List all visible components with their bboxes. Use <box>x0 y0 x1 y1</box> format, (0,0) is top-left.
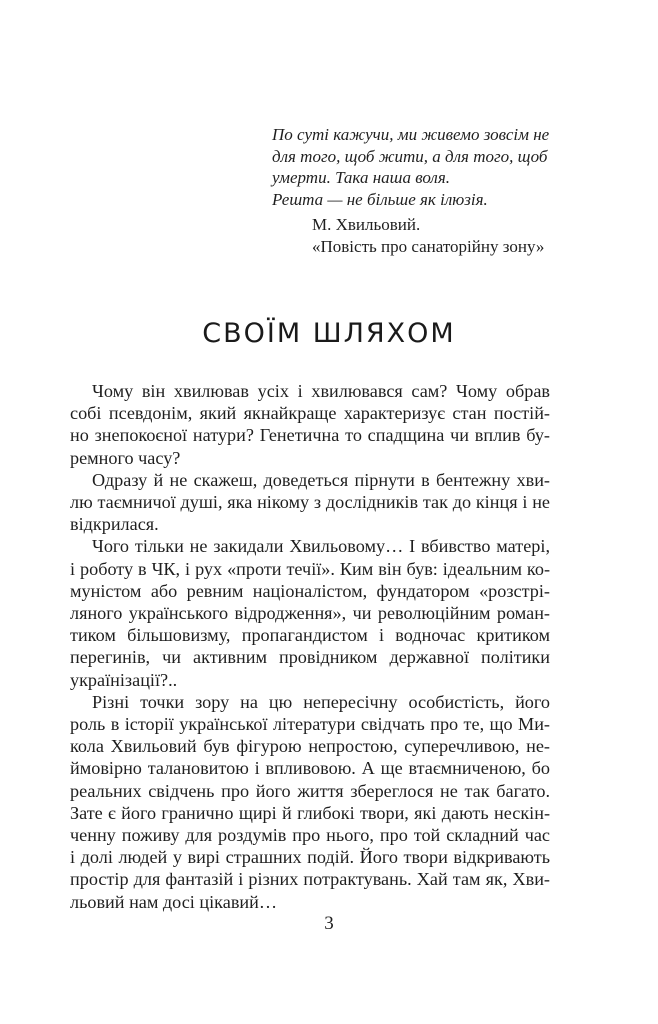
text-line: і долі людей у вирі страшних подій. Його твори відкривають <box>70 847 550 868</box>
text-line: тиком більшовизму, пропагандистом і водночас критиком <box>70 625 550 646</box>
epigraph-line: для того, щоб жити, а для того, щоб <box>272 146 548 166</box>
text-line: Різні точки зору на цю непересічну особистість, його <box>92 691 550 712</box>
epigraph-attribution <box>312 214 562 257</box>
epigraph-line: умерти. Така наша воля. <box>272 168 451 187</box>
text-line: лю таємничої душі, яка нікому з дослідників так до кінця і не <box>70 492 550 513</box>
page-number: 3 <box>324 913 334 934</box>
chapter-body <box>70 380 550 913</box>
epigraph-line: Решта — не більше як ілюзія. <box>272 189 488 209</box>
paragraph <box>70 691 550 913</box>
text-line: собі псевдонім, який якнайкраще характеризує стан постій- <box>70 403 550 424</box>
paragraph <box>70 469 550 536</box>
chapter-title: СВОЇМ ШЛЯХОМ <box>202 318 456 349</box>
text-line: Чому він хвилював усіх і хвилювався сам? Чому обрав <box>92 381 550 401</box>
text-line: муністом або ревним націоналістом, фундатором «розстрі- <box>70 580 550 601</box>
epigraph-author: М. Хвильовий. <box>312 215 421 234</box>
text-line: роль в історії української літератури свідчать про те, що Ми- <box>70 714 550 735</box>
epigraph-work: «Повість про санаторійну зону» <box>312 236 545 256</box>
epigraph <box>272 124 562 257</box>
text-line: Чого тільки не закидали Хвильовому… І вбивство матері, <box>92 536 550 557</box>
text-line: кола Хвильовий був фігурою непростою, суперечливою, не- <box>70 736 550 757</box>
text-line: Одразу й не скажеш, доведеться пірнути в бентежну хви- <box>92 469 550 490</box>
text-line: ляного українського відродження», чи революційним роман- <box>70 603 550 624</box>
paragraph <box>70 380 550 469</box>
text-line: ймовірно талановитою і впливовою. А ще втаємниченою, бо <box>70 758 550 779</box>
epigraph-line: По суті кажучи, ми живемо зовсім не <box>272 125 550 144</box>
text-line: українізації?.. <box>70 669 178 690</box>
text-line: ремного часу? <box>70 447 181 468</box>
text-line: реальних свідчень про його життя збереглося не так багато. <box>70 780 550 801</box>
text-line: но знепокоєної натури? Генетична то спадщина чи вплив бу- <box>70 425 550 446</box>
epigraph-quote <box>272 124 562 210</box>
text-line: Зате є його гранично щирі й глибокі твори, які дають нескін- <box>70 802 550 823</box>
text-line: перегинів, чи активним провідником державної політики <box>70 647 550 668</box>
text-line: відкрилася. <box>70 514 159 535</box>
text-line: і роботу в ЧК, і рух «проти течії». Ким він був: ідеальним ко- <box>70 558 550 579</box>
text-line: льовий нам досі цікавий… <box>70 891 278 912</box>
paragraph <box>70 535 550 690</box>
text-line: ченну поживу для роздумів про нього, про той складний час <box>70 825 550 846</box>
text-line: простір для фантазій і різних потрактувань. Хай там як, Хви- <box>70 869 550 890</box>
